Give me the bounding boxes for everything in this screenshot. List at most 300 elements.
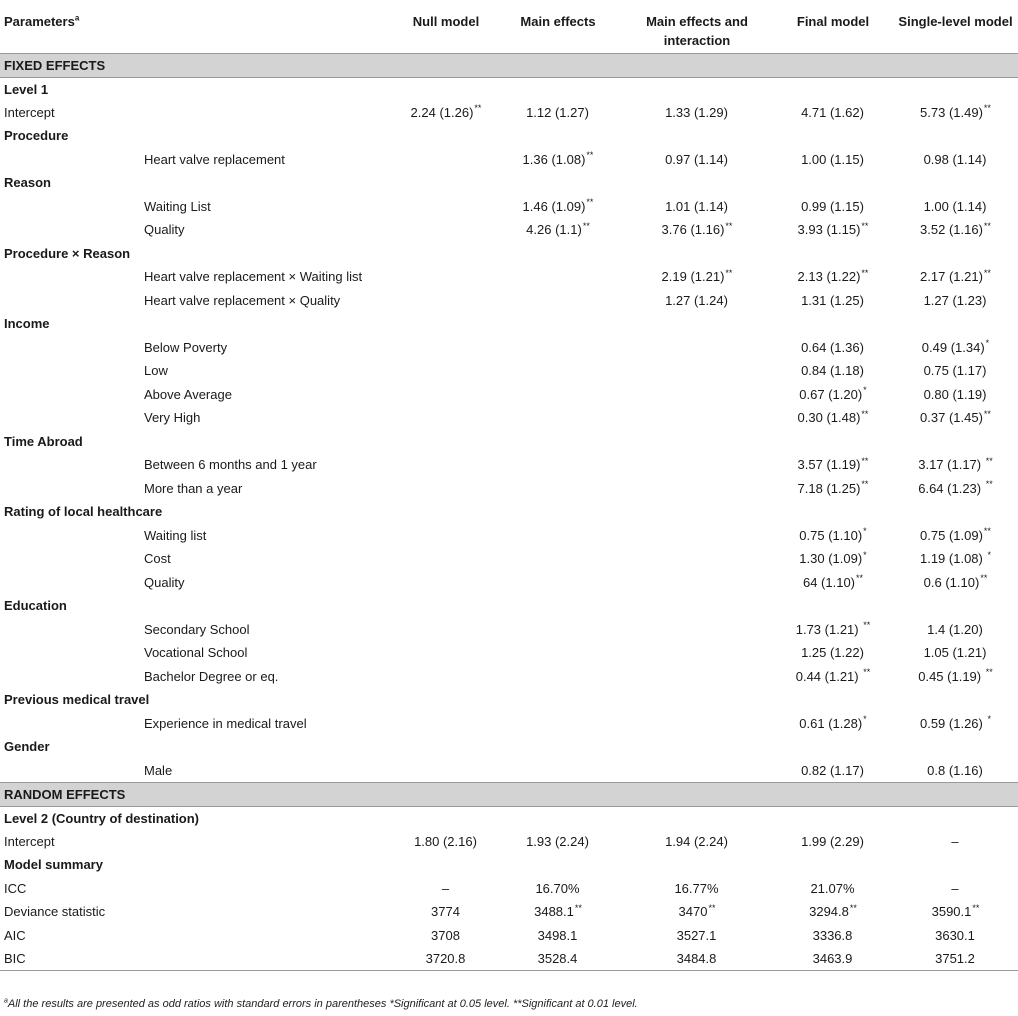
table-cell xyxy=(621,877,773,901)
significance-mark: ** xyxy=(582,220,590,231)
group-heading-label: Procedure × Reason xyxy=(4,245,131,261)
significance-mark: ** xyxy=(861,455,869,466)
table-cell xyxy=(621,547,773,571)
group-heading-label: Rating of local healthcare xyxy=(4,504,163,520)
significance-mark: ** xyxy=(474,103,482,114)
cell-value: 1.31 (1.25) xyxy=(801,292,864,308)
cell-value: 3463.9 xyxy=(812,951,853,966)
cell-value: 1.12 (1.27) xyxy=(526,104,589,120)
header-main-effects: Main effects xyxy=(520,14,596,29)
cell-value: 2.13 (1.22) xyxy=(797,269,861,285)
group-heading-label: Level 2 (Country of destination) xyxy=(4,810,200,826)
cell-value: 1.05 (1.21) xyxy=(923,645,987,661)
table-cell xyxy=(397,336,495,360)
significance-mark: ** xyxy=(863,620,871,631)
cell-value: 0.30 (1.48) xyxy=(797,410,861,426)
table-cell xyxy=(495,759,621,783)
table-cell xyxy=(397,759,495,783)
cell-value: 1.94 (2.24) xyxy=(665,833,728,849)
table-cell xyxy=(773,406,893,430)
table-cell xyxy=(495,900,621,924)
table-cell xyxy=(893,571,1018,595)
row-label: Quality xyxy=(144,574,185,590)
row-indent xyxy=(0,148,140,172)
row-label: Between 6 months and 1 year xyxy=(144,457,317,473)
table-cell xyxy=(893,618,1018,642)
table-cell xyxy=(893,218,1018,242)
table-cell xyxy=(397,359,495,383)
row-indent xyxy=(0,453,140,477)
table-row xyxy=(0,665,1018,689)
cell-value: 64 (1.10) xyxy=(802,574,856,590)
row-indent xyxy=(0,265,140,289)
cell-value: 1.80 (2.16) xyxy=(414,833,477,849)
cell-value: 3.17 (1.17) xyxy=(918,457,985,473)
significance-mark: ** xyxy=(861,220,869,231)
table-cell xyxy=(621,336,773,360)
table-cell xyxy=(773,359,893,383)
table-cell xyxy=(621,406,773,430)
cell-value: 1.99 (2.29) xyxy=(801,833,864,849)
row-indent xyxy=(0,571,140,595)
table-cell xyxy=(893,547,1018,571)
table-cell xyxy=(893,265,1018,289)
table-cell xyxy=(397,665,495,689)
cell-value: 21.07% xyxy=(810,880,855,896)
table-cell xyxy=(397,477,495,501)
table-cell xyxy=(893,759,1018,783)
table-cell xyxy=(773,924,893,948)
significance-mark: ** xyxy=(863,667,871,678)
significance-mark: ** xyxy=(708,902,716,913)
table-cell xyxy=(495,359,621,383)
table-cell xyxy=(495,712,621,736)
header-parameters: Parameters$^a$ xyxy=(4,13,80,29)
table-cell xyxy=(495,218,621,242)
table-row xyxy=(0,477,1018,501)
row-label: Intercept xyxy=(4,104,55,120)
cell-value: 6.64 (1.23) xyxy=(918,480,985,496)
table-row xyxy=(0,547,1018,571)
table-cell xyxy=(773,148,893,172)
row-label: Male xyxy=(144,762,173,778)
cell-value: 3720.8 xyxy=(425,951,466,966)
cell-value: 1.30 (1.09) xyxy=(799,551,863,567)
cell-value: 5.73 (1.49) xyxy=(920,104,983,120)
table-cell xyxy=(773,195,893,219)
table-row xyxy=(0,359,1018,383)
row-indent xyxy=(0,618,140,642)
header-null-model: Null model xyxy=(412,14,480,29)
table-cell xyxy=(621,618,773,642)
row-label: Vocational School xyxy=(144,645,248,661)
table-cell xyxy=(397,947,495,971)
table-cell xyxy=(397,218,495,242)
table-row xyxy=(0,712,1018,736)
table-cell xyxy=(621,289,773,313)
table-cell xyxy=(893,665,1018,689)
table-cell xyxy=(621,265,773,289)
cell-value: 3498.1 xyxy=(537,927,578,943)
group-heading-row xyxy=(0,171,1018,195)
row-label: More than a year xyxy=(144,480,243,496)
row-indent xyxy=(0,406,140,430)
significance-mark: ** xyxy=(985,667,993,678)
table-cell xyxy=(621,900,773,924)
cell-value: 0.61 (1.28) xyxy=(799,715,863,731)
table-cell xyxy=(621,712,773,736)
row-label: AIC xyxy=(4,927,26,943)
group-heading-label: Procedure xyxy=(4,128,69,144)
cell-value: 0.75 (1.10) xyxy=(799,527,863,543)
table-cell xyxy=(893,289,1018,313)
cell-value: 1.19 (1.08) xyxy=(919,551,987,567)
table-cell xyxy=(893,453,1018,477)
table-cell xyxy=(621,383,773,407)
table-cell xyxy=(495,877,621,901)
header-final-model: Final model xyxy=(796,14,870,29)
table-cell xyxy=(893,336,1018,360)
cell-value: 3.57 (1.19) xyxy=(797,457,861,473)
significance-mark: * xyxy=(863,714,867,725)
significance-mark: * xyxy=(987,714,991,725)
table-cell xyxy=(495,477,621,501)
significance-mark: ** xyxy=(983,103,991,114)
table-row xyxy=(0,195,1018,219)
cell-value: 0.37 (1.45) xyxy=(920,410,983,426)
significance-mark: ** xyxy=(985,455,993,466)
row-label: Heart valve replacement × Quality xyxy=(144,292,341,308)
group-heading-row xyxy=(0,594,1018,618)
cell-value: 3488.1 xyxy=(534,904,574,920)
table-cell xyxy=(397,406,495,430)
group-heading-row xyxy=(0,242,1018,266)
cell-value: 1.4 (1.20) xyxy=(927,621,983,637)
row-label: Quality xyxy=(144,222,185,238)
table-cell xyxy=(621,947,773,971)
group-heading-row xyxy=(0,853,1018,877)
table-row xyxy=(0,900,1018,924)
table-cell xyxy=(893,947,1018,971)
significance-mark: ** xyxy=(972,902,980,913)
group-heading-row xyxy=(0,500,1018,524)
table-cell xyxy=(893,359,1018,383)
table-cell xyxy=(621,195,773,219)
row-label: BIC xyxy=(0,947,397,971)
cell-value: 0.6 (1.10) xyxy=(923,574,980,590)
table-row xyxy=(0,524,1018,548)
cell-value: 16.77% xyxy=(674,880,719,896)
cell-value: 0.75 (1.17) xyxy=(923,363,987,379)
table-cell xyxy=(773,265,893,289)
table-row xyxy=(0,618,1018,642)
table-cell xyxy=(397,641,495,665)
significance-mark: ** xyxy=(861,479,869,490)
table-cell xyxy=(397,524,495,548)
significance-mark: ** xyxy=(983,267,991,278)
cell-value: 0.80 (1.19) xyxy=(923,386,987,402)
group-heading-label: Education xyxy=(4,598,67,614)
section-band-row xyxy=(0,53,1018,77)
table-row xyxy=(0,641,1018,665)
row-indent xyxy=(0,665,140,689)
cell-value: 1.00 (1.15) xyxy=(801,151,864,167)
table-cell xyxy=(397,900,495,924)
row-label: Low xyxy=(144,363,168,379)
group-heading-row xyxy=(0,806,1018,830)
table-cell xyxy=(397,712,495,736)
table-row xyxy=(0,148,1018,172)
table-footnote: $^a$All the results are presented as odd ratios with standard errors in parentheses *Significant at 0.05 level. **Significant at 0.01 level. xyxy=(4,997,638,1010)
row-indent xyxy=(0,336,140,360)
cell-value: 0.67 (1.20) xyxy=(799,386,863,402)
significance-mark: * xyxy=(987,549,991,560)
table-row xyxy=(0,453,1018,477)
table-cell xyxy=(397,924,495,948)
group-heading-label: Model summary xyxy=(4,857,103,873)
table-cell xyxy=(893,383,1018,407)
row-indent xyxy=(0,547,140,571)
table-cell xyxy=(773,877,893,901)
table-cell xyxy=(621,759,773,783)
table-cell xyxy=(621,524,773,548)
table-cell xyxy=(495,924,621,948)
table-cell xyxy=(397,453,495,477)
group-heading-row xyxy=(0,735,1018,759)
table-cell xyxy=(495,265,621,289)
group-heading-row xyxy=(0,312,1018,336)
section-band-row xyxy=(0,782,1018,806)
cell-value: 3708 xyxy=(431,927,460,943)
table-cell xyxy=(621,665,773,689)
cell-value: 0.82 (1.17) xyxy=(801,762,864,778)
cell-value: 3528.4 xyxy=(537,951,578,966)
table-cell xyxy=(495,618,621,642)
cell-value: 3527.1 xyxy=(676,927,717,943)
table-cell xyxy=(397,877,495,901)
significance-mark: * xyxy=(863,526,867,537)
table-cell xyxy=(397,195,495,219)
table-cell xyxy=(893,712,1018,736)
cell-value: 0.64 (1.36) xyxy=(801,339,864,355)
table-cell xyxy=(893,900,1018,924)
table-row xyxy=(0,571,1018,595)
table-row xyxy=(0,336,1018,360)
significance-mark: ** xyxy=(861,408,869,419)
table-cell xyxy=(397,618,495,642)
row-label: Below Poverty xyxy=(144,339,228,355)
cell-value: 16.70% xyxy=(535,880,580,896)
significance-mark: * xyxy=(863,549,867,560)
cell-value: 0.99 (1.15) xyxy=(801,198,864,214)
table-cell xyxy=(495,336,621,360)
row-label: Bachelor Degree or eq. xyxy=(144,668,279,684)
header-main-effects-interaction: Main effects and interaction xyxy=(646,14,748,48)
row-label: ICC xyxy=(4,880,27,896)
significance-mark: ** xyxy=(725,220,733,231)
table-row xyxy=(0,101,1018,125)
group-heading-row xyxy=(0,77,1018,101)
table-cell xyxy=(397,547,495,571)
table-cell xyxy=(495,665,621,689)
group-heading-row xyxy=(0,688,1018,712)
row-label: Deviance statistic xyxy=(4,904,106,920)
table-cell xyxy=(397,265,495,289)
table-cell xyxy=(893,148,1018,172)
cell-value: 4.71 (1.62) xyxy=(801,104,864,120)
cell-value: 3590.1 xyxy=(931,904,972,920)
group-heading-label: Income xyxy=(4,316,50,332)
cell-value: 3630.1 xyxy=(935,927,975,943)
cell-value: 2.19 (1.21) xyxy=(661,269,725,285)
table-cell xyxy=(495,547,621,571)
significance-mark: ** xyxy=(980,573,988,584)
table-cell xyxy=(773,101,893,125)
row-indent xyxy=(0,195,140,219)
table-cell xyxy=(621,148,773,172)
table-cell xyxy=(621,101,773,125)
table-cell xyxy=(773,665,893,689)
table-cell xyxy=(621,641,773,665)
cell-value: 3.76 (1.16) xyxy=(661,222,725,238)
group-heading-label: Reason xyxy=(4,175,51,191)
cell-value: 0.8 (1.16) xyxy=(927,762,983,778)
row-label: Above Average xyxy=(144,386,232,402)
table-row xyxy=(0,877,1018,901)
table-row xyxy=(0,406,1018,430)
significance-mark: ** xyxy=(983,408,991,419)
significance-mark: ** xyxy=(849,902,857,913)
significance-mark: ** xyxy=(861,267,869,278)
group-heading-label: Level 1 xyxy=(4,81,49,97)
cell-value: 3336.8 xyxy=(812,927,853,943)
group-heading-label: Time Abroad xyxy=(4,433,83,449)
table-cell xyxy=(893,877,1018,901)
table-row xyxy=(0,383,1018,407)
table-cell xyxy=(621,571,773,595)
group-heading-label: Gender xyxy=(4,739,50,755)
table-cell xyxy=(495,524,621,548)
table-cell xyxy=(773,289,893,313)
table-cell xyxy=(773,383,893,407)
cell-value: 3294.8 xyxy=(809,904,849,920)
table-cell xyxy=(495,571,621,595)
row-indent xyxy=(0,359,140,383)
row-indent xyxy=(0,218,140,242)
table-cell xyxy=(495,383,621,407)
significance-mark: ** xyxy=(983,526,991,537)
table-cell xyxy=(621,477,773,501)
row-label: Intercept xyxy=(4,833,55,849)
cell-value: – xyxy=(951,880,959,896)
row-label: Waiting list xyxy=(144,527,207,543)
header-single-level-model: Single-level model xyxy=(898,14,1013,29)
table-cell xyxy=(893,641,1018,665)
cell-value: 0.84 (1.18) xyxy=(801,363,864,379)
cell-value: 0.45 (1.19) xyxy=(918,668,985,684)
cell-value: 1.01 (1.14) xyxy=(665,198,728,214)
table-row xyxy=(0,830,1018,854)
cell-value: 0.75 (1.09) xyxy=(920,527,983,543)
table-cell xyxy=(397,101,495,125)
table-cell xyxy=(495,453,621,477)
section-band-label: RANDOM EFFECTS xyxy=(0,782,1018,806)
cell-value: 1.36 (1.08) xyxy=(522,151,586,167)
group-heading-row xyxy=(0,430,1018,454)
cell-value: 1.25 (1.22) xyxy=(801,645,864,661)
table-row xyxy=(0,265,1018,289)
row-label: Heart valve replacement × Waiting list xyxy=(144,269,363,285)
table-cell xyxy=(773,947,893,971)
row-label: Secondary School xyxy=(144,621,250,637)
row-indent xyxy=(0,641,140,665)
cell-value: – xyxy=(951,833,959,849)
cell-value: 3774 xyxy=(431,904,460,920)
row-label: Experience in medical travel xyxy=(144,715,307,731)
significance-mark: ** xyxy=(983,220,991,231)
table-cell xyxy=(773,477,893,501)
cell-value: 1.73 (1.21) xyxy=(795,621,863,637)
table-cell xyxy=(773,547,893,571)
table-cell xyxy=(893,830,1018,854)
table-cell xyxy=(773,618,893,642)
table-cell xyxy=(397,148,495,172)
significance-mark: ** xyxy=(574,902,582,913)
table-cell xyxy=(621,359,773,383)
table-cell xyxy=(397,289,495,313)
table-cell xyxy=(621,218,773,242)
row-indent xyxy=(0,524,140,548)
row-indent xyxy=(0,477,140,501)
group-heading-row xyxy=(0,124,1018,148)
table-cell xyxy=(773,453,893,477)
cell-value: 3.93 (1.15) xyxy=(797,222,861,238)
cell-value: 3470 xyxy=(678,904,708,920)
cell-value: 0.49 (1.34) xyxy=(921,339,985,355)
significance-mark: ** xyxy=(725,267,733,278)
table-cell xyxy=(893,924,1018,948)
row-indent xyxy=(0,289,140,313)
cell-value: 1.27 (1.24) xyxy=(665,292,728,308)
cell-value: 1.46 (1.09) xyxy=(522,198,586,214)
cell-value: 0.59 (1.26) xyxy=(919,715,987,731)
table-cell xyxy=(893,524,1018,548)
row-indent xyxy=(0,759,140,783)
cell-value: 1.33 (1.29) xyxy=(665,104,728,120)
cell-value: 3484.8 xyxy=(676,951,717,966)
table-cell xyxy=(773,712,893,736)
row-label: Waiting List xyxy=(144,198,211,214)
significance-mark: ** xyxy=(586,150,594,161)
table-cell xyxy=(397,830,495,854)
table-row xyxy=(0,947,1018,971)
cell-value: 3751.2 xyxy=(935,951,975,966)
cell-value: 1.00 (1.14) xyxy=(923,198,987,214)
cell-value: 2.17 (1.21) xyxy=(920,269,983,285)
table-cell xyxy=(773,571,893,595)
table-cell xyxy=(893,195,1018,219)
section-band-label: FIXED EFFECTS xyxy=(0,53,1018,77)
table-header xyxy=(0,0,1018,53)
table-cell xyxy=(397,383,495,407)
cell-value: 1.93 (2.24) xyxy=(526,833,589,849)
row-label: Very High xyxy=(144,410,201,426)
table-cell xyxy=(893,406,1018,430)
cell-value: 2.24 (1.26) xyxy=(410,104,474,120)
row-indent xyxy=(0,383,140,407)
table-cell xyxy=(773,218,893,242)
significance-mark: * xyxy=(985,338,990,349)
